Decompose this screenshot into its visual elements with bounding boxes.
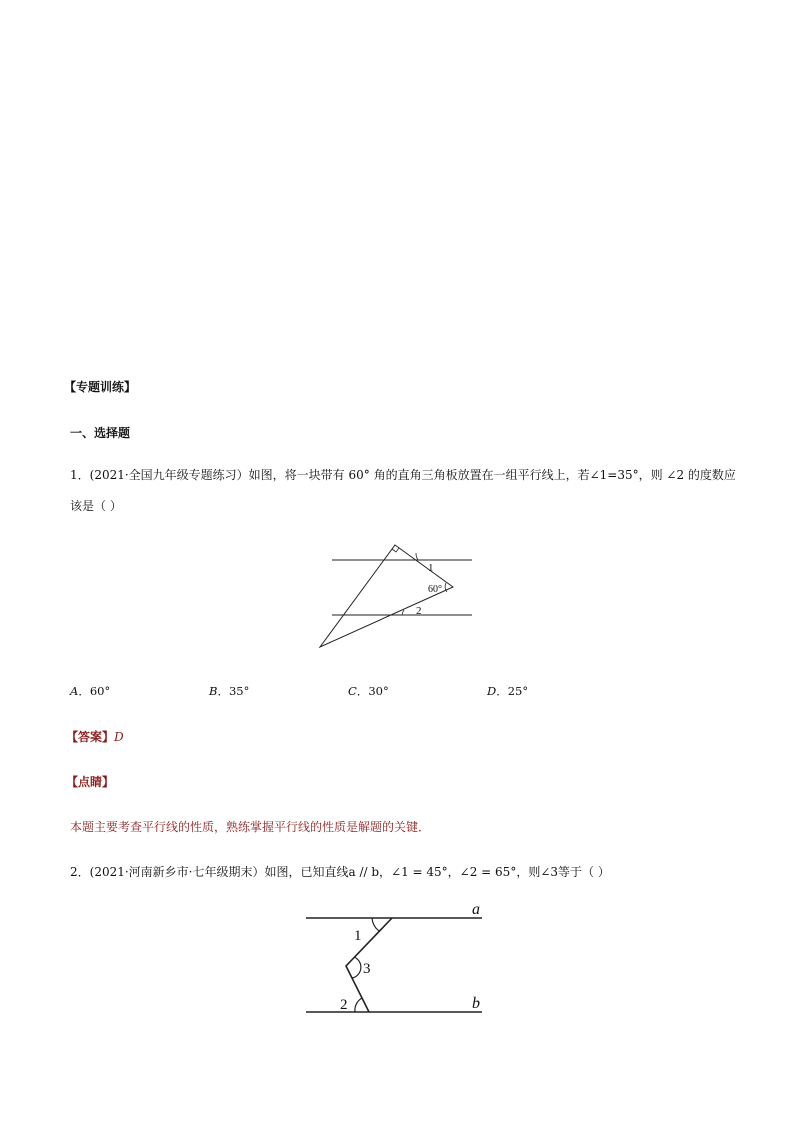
q2-angle3-arc	[352, 957, 361, 978]
q1-label-angle1: 1	[428, 562, 434, 574]
q1-option-b[interactable]: B．35°	[209, 684, 250, 698]
q2-stem: 2．(2021·河南新乡市·七年级期末）如图，已知直线a // b，∠1 = 45°，∠2 = 65°，则∠3等于（ ）	[70, 865, 610, 879]
q2-label-angle3: 3	[363, 961, 371, 977]
q1-option-a-letter: A	[70, 684, 79, 698]
q1-option-a-value: 60°	[89, 684, 111, 698]
q2-angle2-arc	[355, 998, 362, 1012]
q1-option-d[interactable]: D．25°	[487, 684, 529, 698]
q1-label-angle60: 60°	[428, 584, 442, 595]
q1-answer-value: D	[114, 730, 124, 744]
q2-angle1-arc	[372, 918, 379, 931]
q1-option-a[interactable]: A．60°	[70, 684, 111, 698]
q1-option-d-value: 25°	[507, 684, 529, 698]
q1-comment-text: 本题主要考查平行线的性质，熟练掌握平行线的性质是解题的关键．	[70, 820, 431, 834]
q1-stem-line2: 该是（ ）	[70, 499, 122, 513]
q1-angle2-arc	[402, 610, 404, 615]
q1-answer	[66, 728, 124, 745]
q2-label-a: a	[472, 901, 480, 918]
q1-comment-label: 【点睛】	[66, 775, 115, 789]
q2-label-angle2: 2	[340, 997, 348, 1013]
q1-answer-label: 【答案】	[66, 730, 115, 744]
section-title: 【专题训练】	[64, 380, 137, 394]
q1-figure	[310, 540, 480, 652]
q1-option-b-value: 35°	[228, 684, 250, 698]
q1-option-b-letter: B	[209, 684, 218, 698]
q1-stem-line1: 1．(2021·全国九年级专题练习）如图，将一块带有 60° 角的直角三角板放置在一组平行线上，若∠1=35°，则 ∠2 的度数应	[70, 468, 736, 482]
q1-option-d-letter: D	[487, 684, 497, 698]
q1-option-c[interactable]: C．30°	[348, 684, 389, 698]
q2-label-b: b	[472, 995, 480, 1012]
q2-label-angle1: 1	[354, 928, 362, 944]
q2-figure	[300, 900, 500, 1022]
q1-option-c-letter: C	[348, 684, 357, 698]
q1-angle1-arc	[416, 553, 418, 560]
q1-right-angle-mark	[392, 548, 399, 552]
q1-option-c-value: 30°	[368, 684, 389, 698]
part-title: 一、选择题	[70, 426, 131, 440]
q1-label-angle2: 2	[416, 605, 422, 617]
